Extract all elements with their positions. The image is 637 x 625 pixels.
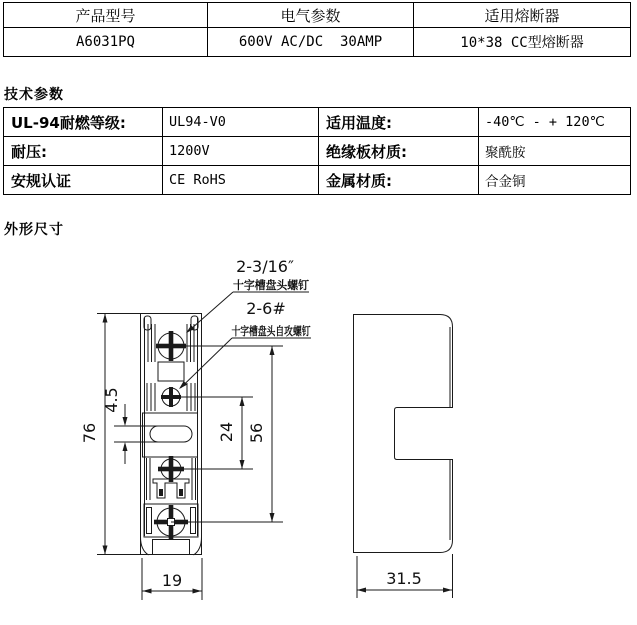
value-insulation-material: 聚酰胺 bbox=[479, 137, 631, 166]
callout-screw-size: 2-3/16″ bbox=[236, 257, 294, 276]
fuse-slot-oval bbox=[150, 426, 192, 442]
value-certification: CE RoHS bbox=[163, 166, 319, 195]
callout-screw2-name: 十字槽盘头自攻螺钉 bbox=[231, 324, 311, 338]
label-flammability: UL-94耐燃等级: bbox=[4, 108, 163, 137]
dim-width-label: 19 bbox=[161, 571, 183, 590]
value-withstand-voltage: 1200V bbox=[163, 137, 319, 166]
value-temperature: -40℃ - + 120℃ bbox=[479, 108, 631, 137]
front-view bbox=[141, 314, 202, 556]
callout-screw2-size: 2-6# bbox=[246, 299, 286, 318]
callout-pan-head-screw bbox=[186, 257, 309, 333]
label-certification: 安规认证 bbox=[4, 166, 163, 195]
dim-depth-label: 31.5 bbox=[386, 569, 422, 588]
label-withstand-voltage: 耐压: bbox=[4, 137, 163, 166]
section-title-tech-params: 技术参数 bbox=[4, 87, 64, 103]
cell-fuse: 10*38 CC型熔断器 bbox=[414, 28, 631, 57]
value-flammability: UL94-V0 bbox=[163, 108, 319, 137]
dim-19 bbox=[142, 558, 202, 600]
cell-electrical: 600V AC/DC 30AMP bbox=[208, 28, 414, 57]
section-title-dimensions: 外形尺寸 bbox=[4, 222, 64, 238]
cell-model: A6031PQ bbox=[4, 28, 208, 57]
dim-span-label: 56 bbox=[247, 422, 266, 444]
dim-76 bbox=[80, 314, 140, 555]
col-header-fuse: 适用熔断器 bbox=[414, 3, 631, 28]
dim-height-label: 76 bbox=[80, 422, 99, 444]
value-metal-material: 合金铜 bbox=[479, 166, 631, 195]
screw-barrel bbox=[158, 362, 184, 381]
side-view bbox=[354, 315, 453, 553]
label-insulation-material: 绝缘板材质: bbox=[319, 137, 479, 166]
fuse-window bbox=[143, 413, 198, 457]
dim-24 bbox=[217, 397, 245, 469]
col-header-electrical: 电气参数 bbox=[208, 3, 414, 28]
label-metal-material: 金属材质: bbox=[319, 166, 479, 195]
callout-self-tapping-screw bbox=[179, 299, 311, 389]
col-header-model: 产品型号 bbox=[4, 3, 208, 28]
label-temperature: 适用温度: bbox=[319, 108, 479, 137]
dim-slot-label: 4.5 bbox=[102, 387, 121, 413]
mounting-feet bbox=[141, 537, 202, 555]
dim-31p5 bbox=[357, 554, 453, 598]
dim-pitch-label: 24 bbox=[217, 421, 236, 443]
dim-56 bbox=[247, 346, 275, 522]
callout-screw-name: 十字槽盘头螺钉 bbox=[233, 278, 310, 292]
